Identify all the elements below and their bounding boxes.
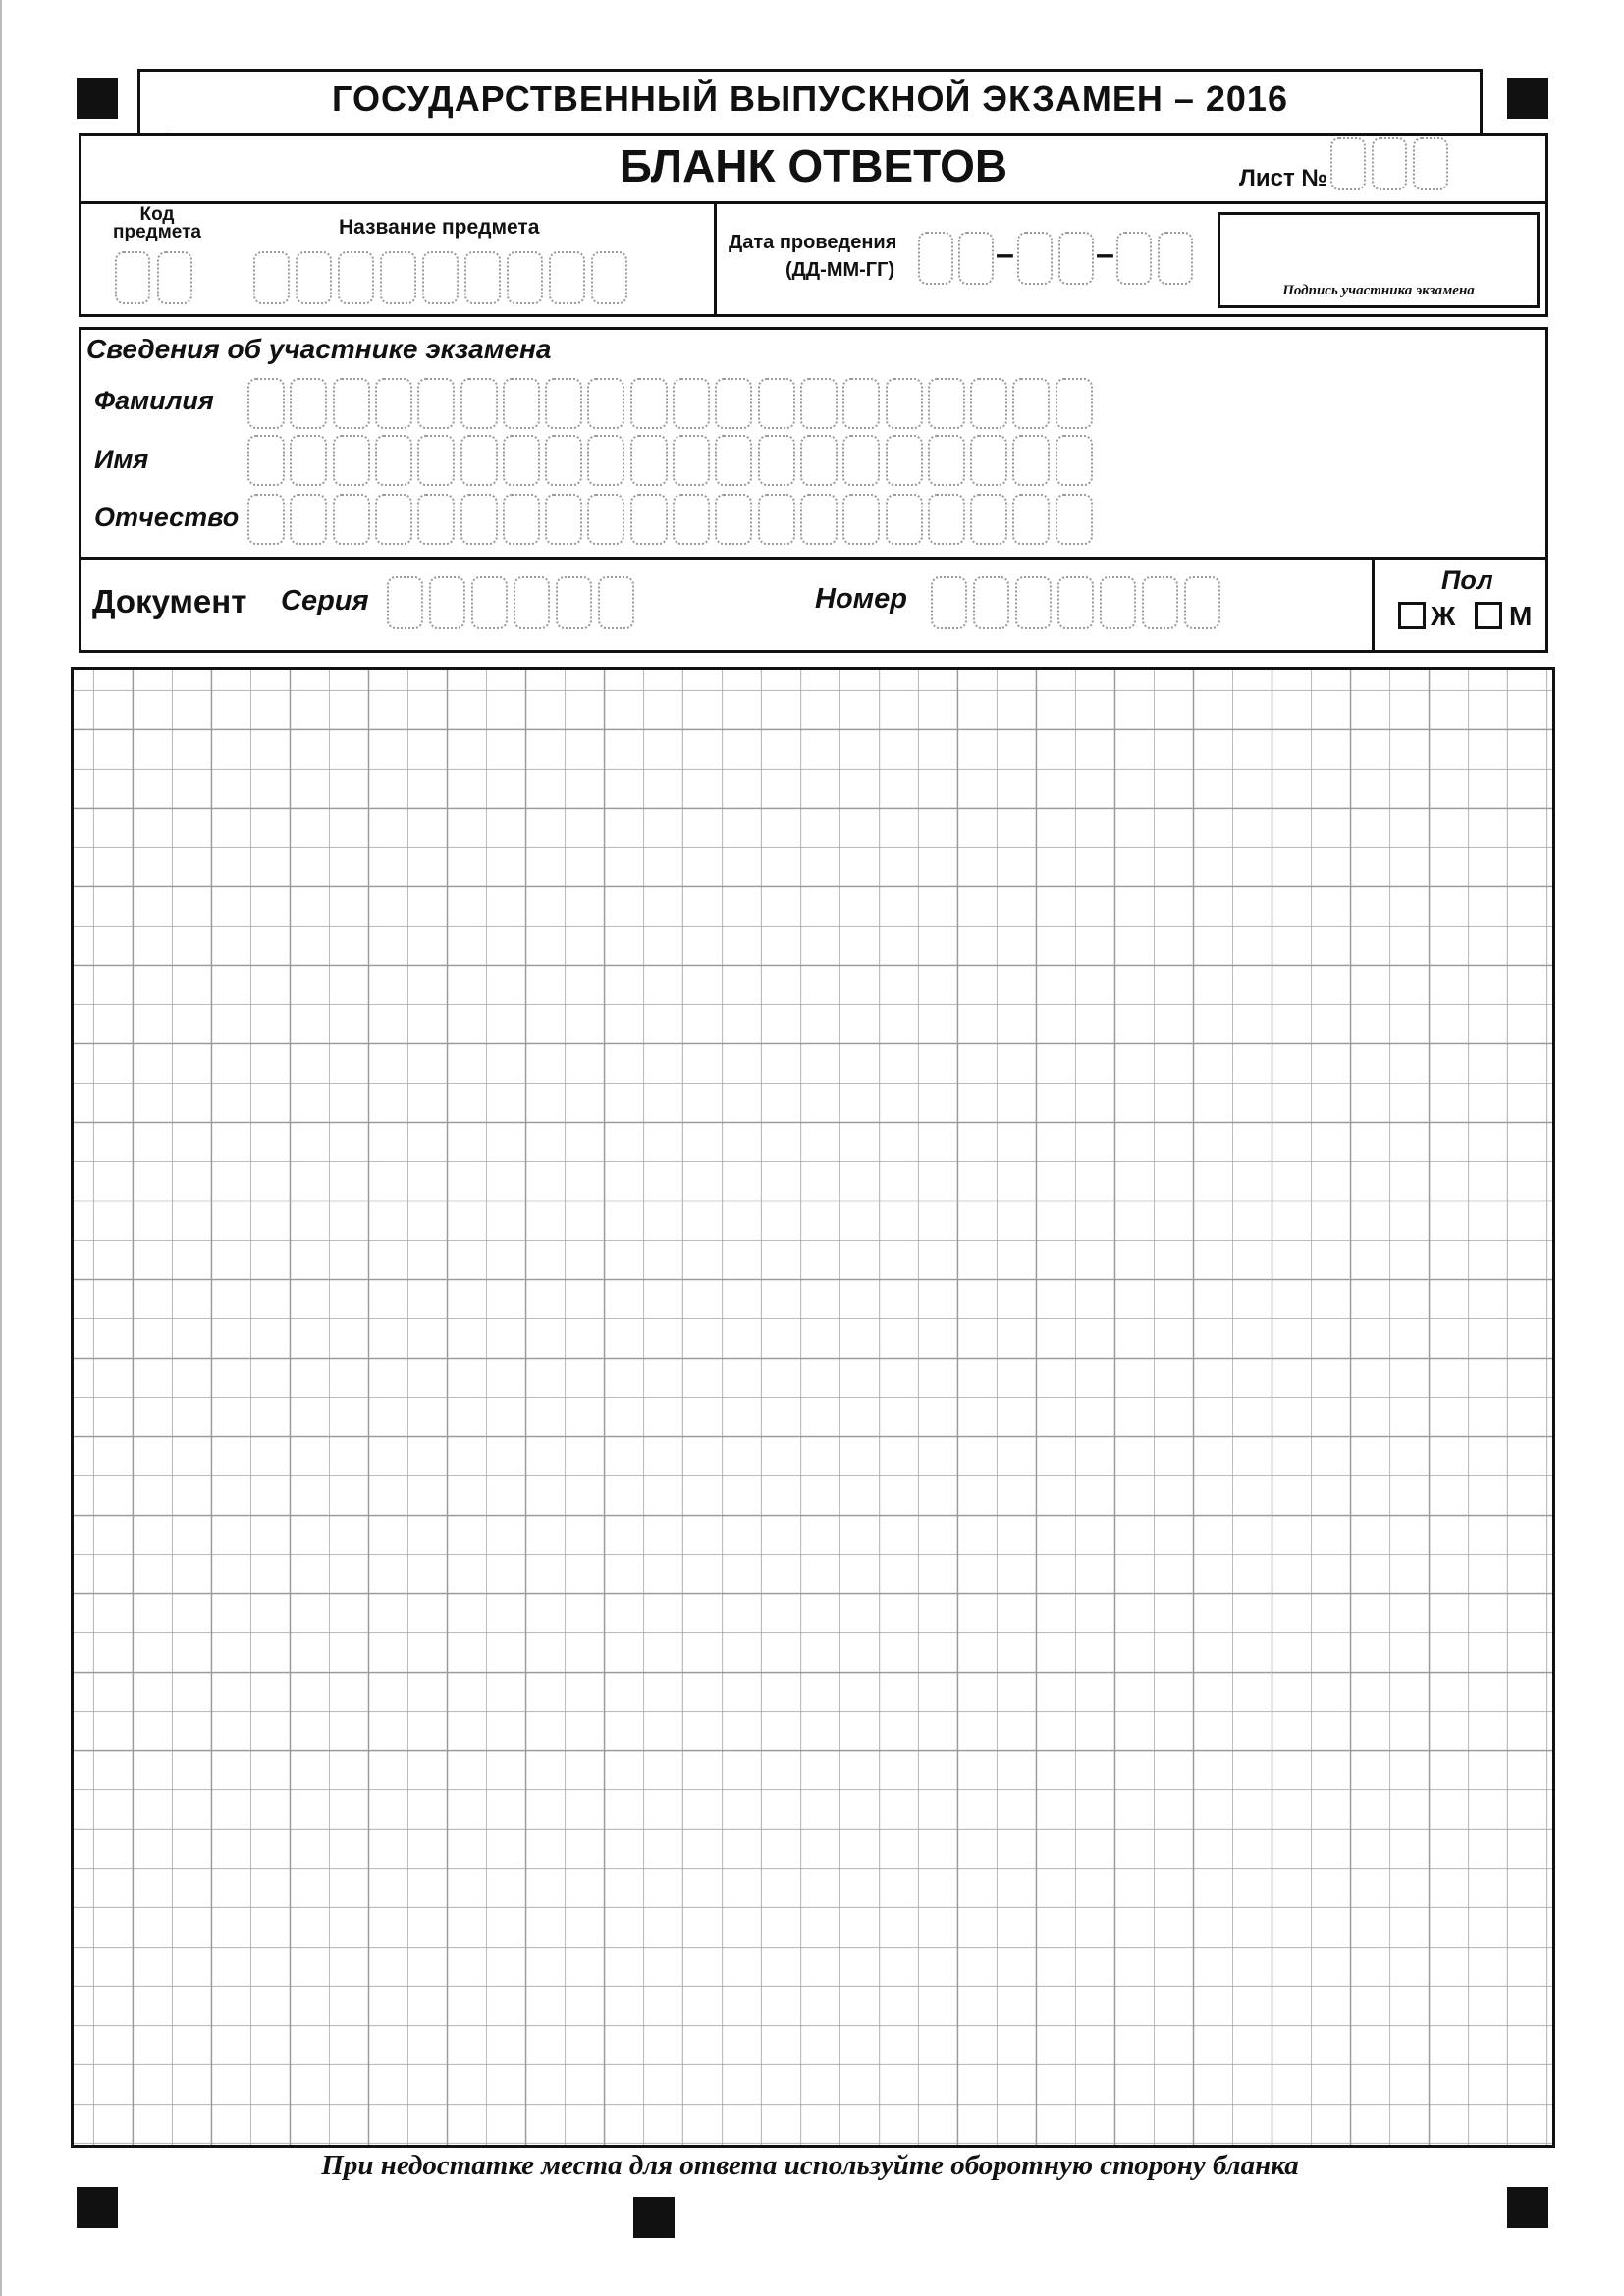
first-name-cell[interactable] (886, 435, 923, 486)
patronymic-cell[interactable] (673, 494, 710, 545)
participant-section-title: Сведения об участнике экзамена (86, 334, 552, 364)
surname-cell[interactable] (460, 378, 498, 429)
series-cell[interactable] (514, 576, 550, 629)
page-edge-line (0, 0, 2, 2296)
date-year-cell[interactable] (1116, 232, 1152, 285)
subject-name-label: Название предмета (339, 216, 540, 239)
exam-date-format: (ДД-ММ-ГГ) (785, 259, 895, 281)
surname-cell[interactable] (333, 378, 370, 429)
surname-cell[interactable] (503, 378, 540, 429)
date-separator: – (1096, 236, 1114, 273)
corner-marker-bottom-right (1507, 2187, 1548, 2228)
subject-name-cell[interactable] (253, 251, 290, 304)
number-cell[interactable] (931, 576, 967, 629)
signature-label: Подпись участника экзамена (1282, 283, 1475, 298)
subject-code-cell[interactable] (157, 251, 192, 304)
sheet-number-cell[interactable] (1413, 137, 1448, 190)
patronymic-cell[interactable] (247, 494, 285, 545)
subject-name-cell[interactable] (507, 251, 543, 304)
number-cell[interactable] (973, 576, 1009, 629)
sheet-number-label: Лист № (1239, 165, 1328, 191)
first-name-cell[interactable] (290, 435, 327, 486)
document-label: Документ (92, 583, 247, 619)
patronymic-cell[interactable] (970, 494, 1007, 545)
first-name-cell[interactable] (587, 435, 624, 486)
surname-cell[interactable] (715, 378, 752, 429)
date-month-cell[interactable] (1017, 232, 1053, 285)
surname-cell[interactable] (375, 378, 412, 429)
series-cell[interactable] (429, 576, 465, 629)
first-name-label: Имя (94, 445, 149, 474)
first-name-cell[interactable] (715, 435, 752, 486)
first-name-cell[interactable] (503, 435, 540, 486)
exam-title: ГОСУДАРСТВЕННЫЙ ВЫПУСКНОЙ ЭКЗАМЕН – 2016 (332, 79, 1288, 119)
gender-divider (1372, 557, 1375, 653)
series-cell[interactable] (598, 576, 634, 629)
first-name-cell[interactable] (417, 435, 455, 486)
corner-marker-top-right (1507, 78, 1548, 119)
patronymic-cell[interactable] (417, 494, 455, 545)
first-name-cell[interactable] (758, 435, 795, 486)
patronymic-cell[interactable] (333, 494, 370, 545)
surname-cell[interactable] (673, 378, 710, 429)
corner-marker-bottom-center (633, 2197, 675, 2238)
subject-name-cell[interactable] (380, 251, 416, 304)
surname-cell[interactable] (587, 378, 624, 429)
gender-male-label: М (1509, 601, 1533, 631)
form-title: БЛАНК ОТВЕТОВ (619, 140, 1008, 191)
exam-date-label: Дата проведения (729, 232, 897, 253)
date-separator: – (996, 236, 1014, 273)
surname-cell[interactable] (247, 378, 285, 429)
subject-name-cell[interactable] (591, 251, 627, 304)
surname-cell[interactable] (417, 378, 455, 429)
patronymic-cell[interactable] (758, 494, 795, 545)
surname-label: Фамилия (94, 386, 214, 415)
first-name-cell[interactable] (1012, 435, 1050, 486)
footer-note: При недостатке места для ответа используйте оборотную сторону бланка (321, 2150, 1299, 2181)
patronymic-cell[interactable] (630, 494, 668, 545)
subject-code-label: Код предмета (113, 204, 201, 242)
date-day-cell[interactable] (918, 232, 953, 285)
date-day-cell[interactable] (958, 232, 994, 285)
first-name-cell[interactable] (460, 435, 498, 486)
patronymic-cell[interactable] (587, 494, 624, 545)
gender-male-checkbox[interactable] (1475, 602, 1502, 629)
series-cell[interactable] (471, 576, 508, 629)
number-cell[interactable] (1142, 576, 1178, 629)
patronymic-cell[interactable] (928, 494, 965, 545)
surname-cell[interactable] (970, 378, 1007, 429)
date-year-cell[interactable] (1158, 232, 1193, 285)
subject-name-cell[interactable] (296, 251, 332, 304)
first-name-cell[interactable] (375, 435, 412, 486)
surname-cell[interactable] (1056, 378, 1093, 429)
series-cell[interactable] (556, 576, 592, 629)
subject-name-cell[interactable] (422, 251, 459, 304)
number-cell[interactable] (1057, 576, 1094, 629)
gender-female-checkbox[interactable] (1398, 602, 1426, 629)
series-cell[interactable] (387, 576, 423, 629)
gender-female-label: Ж (1431, 601, 1456, 631)
first-name-cell[interactable] (673, 435, 710, 486)
sheet-number-cell[interactable] (1330, 137, 1366, 190)
subject-code-cell[interactable] (115, 251, 150, 304)
patronymic-cell[interactable] (503, 494, 540, 545)
gender-label: Пол (1441, 565, 1493, 595)
surname-cell[interactable] (886, 378, 923, 429)
sheet-number-cell[interactable] (1372, 137, 1407, 190)
patronymic-cell[interactable] (1056, 494, 1093, 545)
corner-marker-top-left (77, 78, 118, 119)
patronymic-cell[interactable] (842, 494, 880, 545)
date-month-cell[interactable] (1058, 232, 1094, 285)
surname-cell[interactable] (928, 378, 965, 429)
patronymic-cell[interactable] (800, 494, 838, 545)
surname-cell[interactable] (545, 378, 582, 429)
first-name-cell[interactable] (970, 435, 1007, 486)
number-label: Номер (815, 583, 907, 614)
first-name-cell[interactable] (1056, 435, 1093, 486)
surname-cell[interactable] (630, 378, 668, 429)
first-name-cell[interactable] (545, 435, 582, 486)
first-name-cell[interactable] (630, 435, 668, 486)
surname-cell[interactable] (290, 378, 327, 429)
corner-marker-bottom-left (77, 2187, 118, 2228)
number-cell[interactable] (1100, 576, 1136, 629)
surname-cell[interactable] (758, 378, 795, 429)
patronymic-cell[interactable] (290, 494, 327, 545)
surname-cell[interactable] (800, 378, 838, 429)
first-name-cell[interactable] (928, 435, 965, 486)
patronymic-cell[interactable] (460, 494, 498, 545)
surname-cell[interactable] (1012, 378, 1050, 429)
patronymic-cell[interactable] (545, 494, 582, 545)
answer-area[interactable] (71, 667, 1555, 2148)
subject-divider (714, 201, 717, 317)
number-cell[interactable] (1015, 576, 1052, 629)
patronymic-label: Отчество (94, 503, 240, 532)
first-name-cell[interactable] (800, 435, 838, 486)
first-name-cell[interactable] (842, 435, 880, 486)
subject-name-cell[interactable] (549, 251, 585, 304)
subject-name-cell[interactable] (338, 251, 374, 304)
first-name-cell[interactable] (247, 435, 285, 486)
number-cell[interactable] (1184, 576, 1220, 629)
patronymic-cell[interactable] (886, 494, 923, 545)
surname-cell[interactable] (842, 378, 880, 429)
patronymic-cell[interactable] (715, 494, 752, 545)
patronymic-cell[interactable] (1012, 494, 1050, 545)
subject-name-cell[interactable] (464, 251, 501, 304)
patronymic-cell[interactable] (375, 494, 412, 545)
first-name-cell[interactable] (333, 435, 370, 486)
series-label: Серия (281, 585, 369, 616)
